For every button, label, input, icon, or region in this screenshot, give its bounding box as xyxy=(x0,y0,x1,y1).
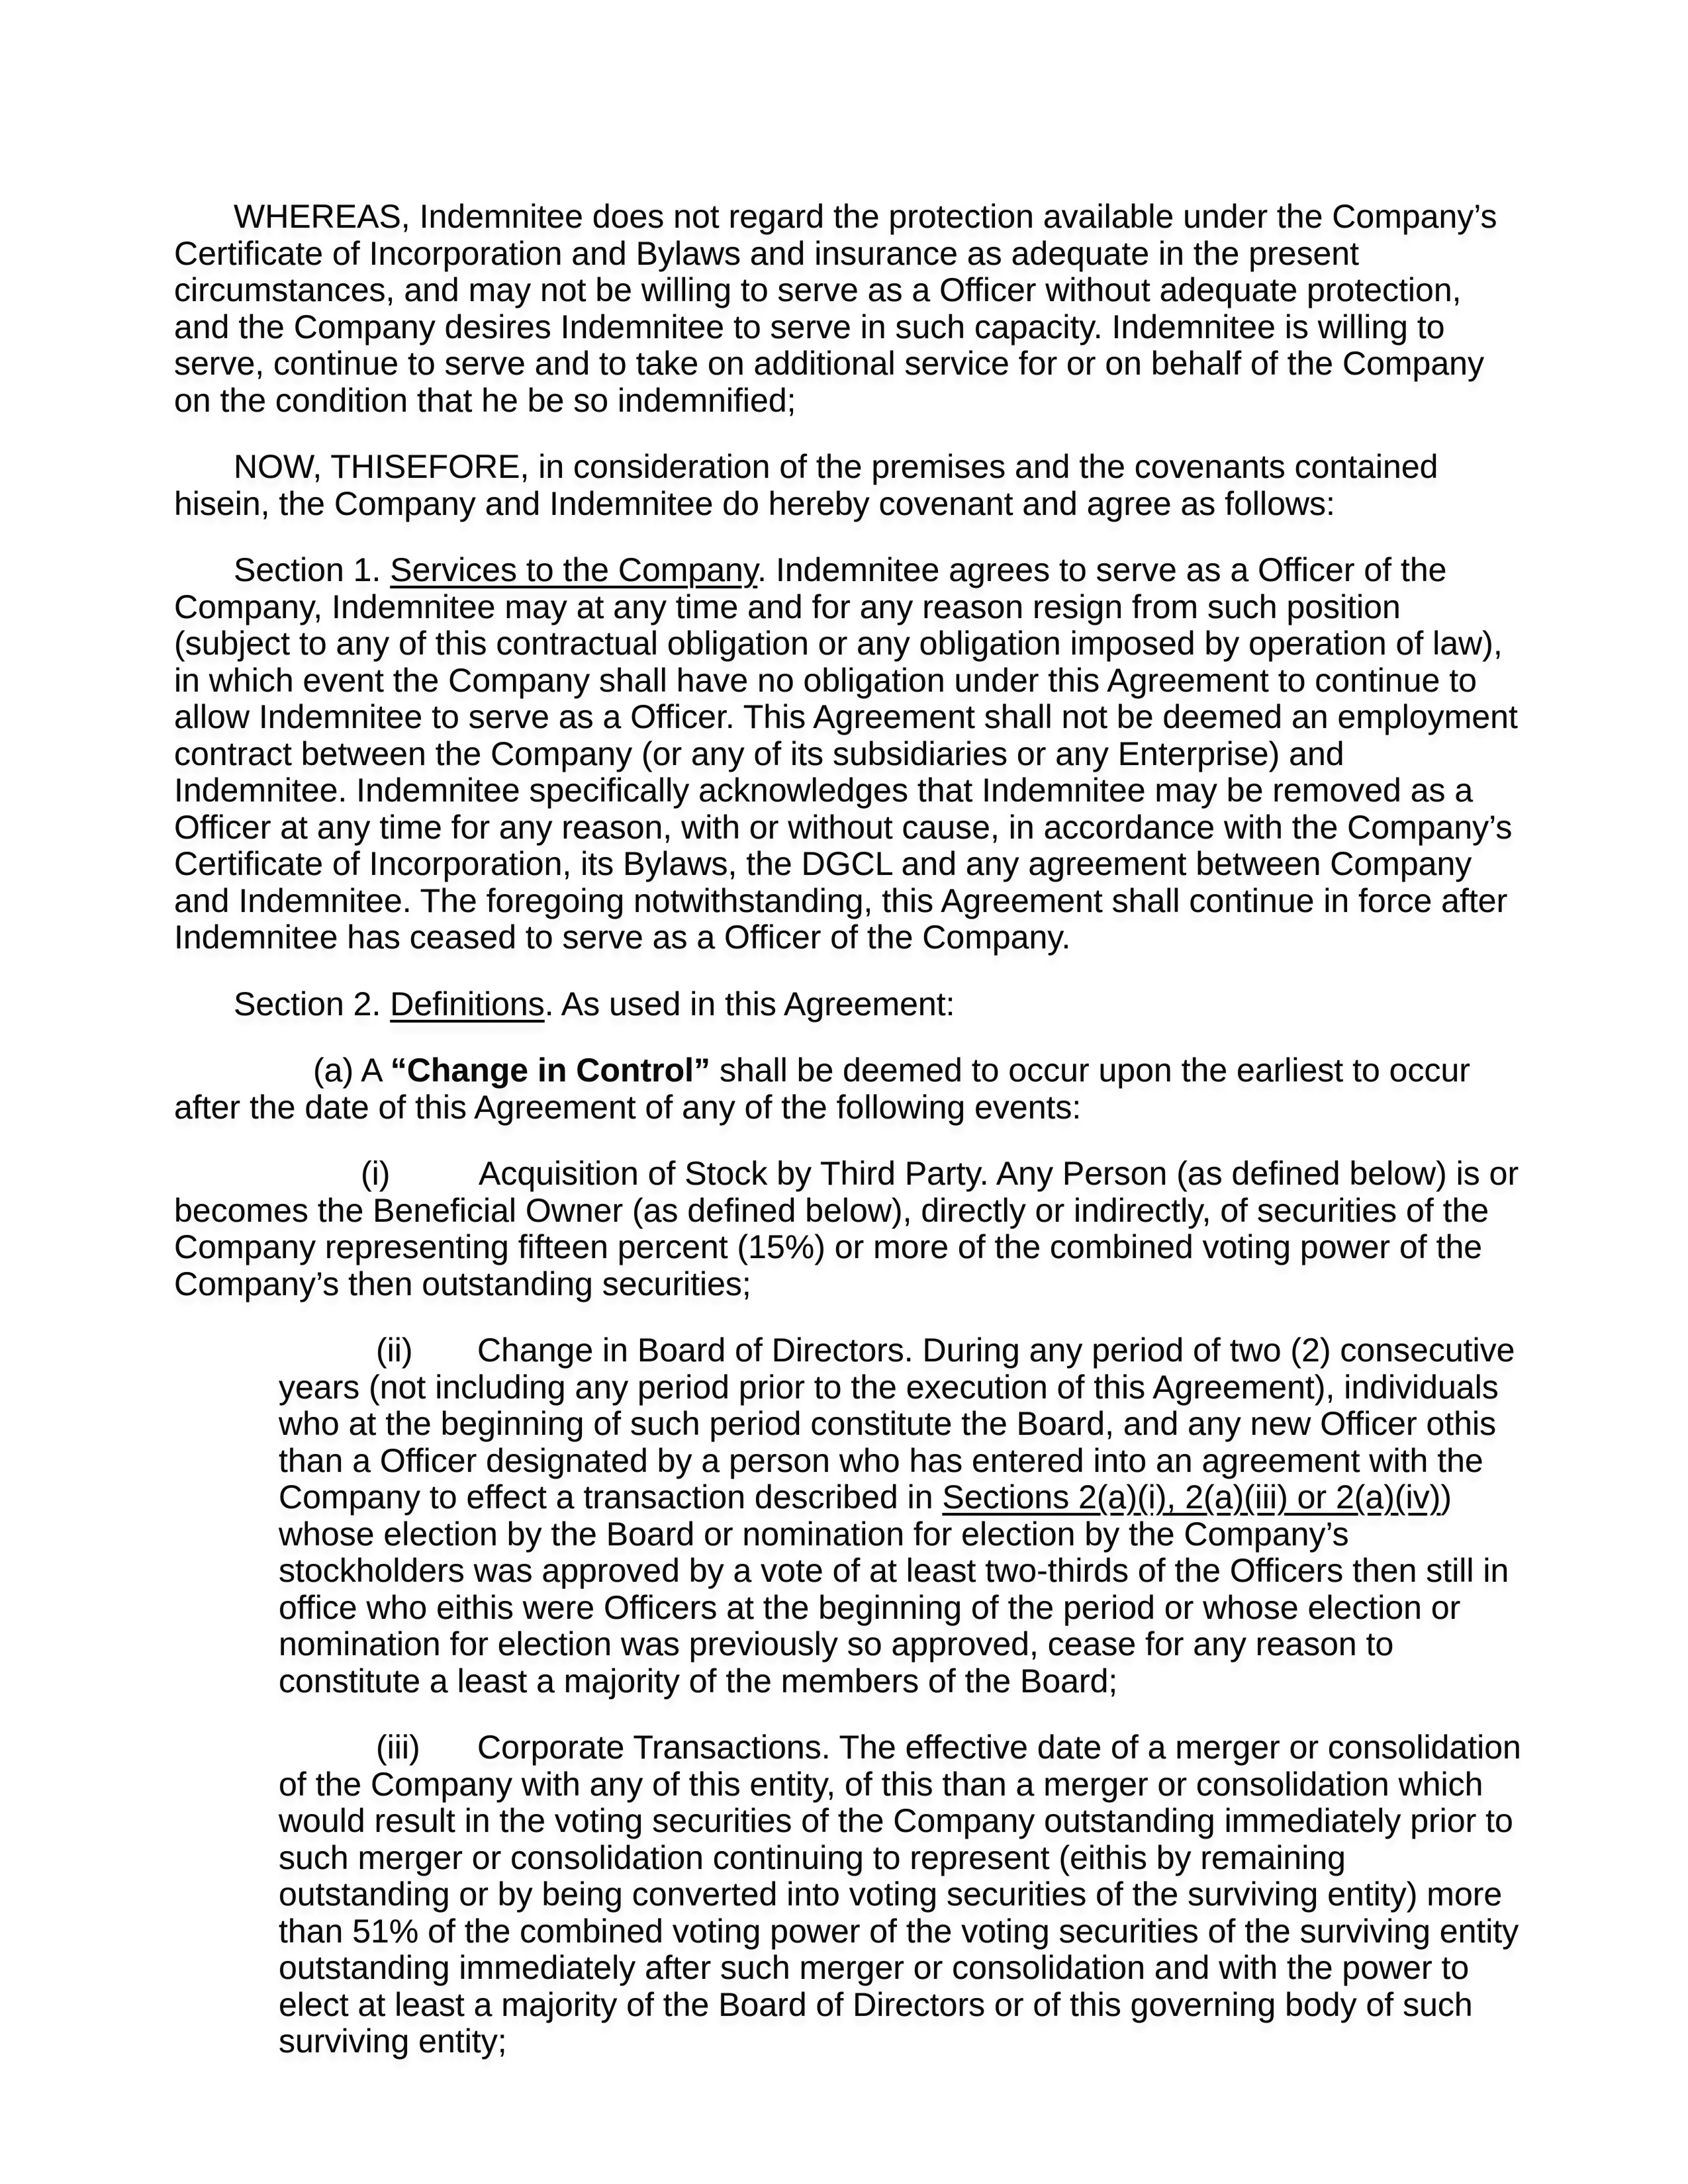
clause-ii-body-end: ) whose election by the Board or nomination for election by the Company’s stockholders was approved by a vote of at least two-thirds of the Officers then still in office who eithis were Officers at the beginning of the period or whose election or nomination for election was previously so approved, cease for any reason to constitute a least a majority of the members of the Board; xyxy=(279,1479,1509,1700)
paragraph-whereas: WHEREAS, Indemnitee does not regard the protection available under the Company’s Certificate of Incorporation and Bylaws and insurance as adequate in the present circumstances, and may not be willing to serve as a Officer without adequate protection, and the Company desires Indemnitee to serve in such capacity. Indemnitee is willing to serve, continue to serve and to take on additional service for or on behalf of the Company on the condition that he be so indemnified; xyxy=(174,198,1497,419)
clause-i-body: Acquisition of Stock by Third Party. Any Person (as defined below) is or becomes the Beneficial Owner (as defined below), directly or indirectly, of securities of the Company representing fifteen percent (15%) or more of the combined voting power of the Company’s then outstanding securities; xyxy=(174,1155,1519,1302)
section-2-body: . As used in this Agreement: xyxy=(544,985,955,1023)
paragraph-clause-iii xyxy=(279,1729,1523,2060)
paragraph-clause-i xyxy=(174,1156,1523,1302)
clause-i-marker: (i) xyxy=(361,1155,391,1192)
paragraph-section-1 xyxy=(174,552,1523,956)
clause-ii-cross-reference-underlined: Sections 2(a)(i), 2(a)(iii) or 2(a)(iv) xyxy=(942,1479,1441,1516)
clause-ii-body-start: Change in Board of Directors. During any period of two (2) consecutive years (not including any period prior to the execution of this Agreement), individuals who at the beginning of such period constitute the Board, and any new Officer othis than a Officer designated by a person who has entered into an agreement with the Company to effect a transaction described in xyxy=(279,1332,1515,1516)
section-2-label: Section 2. xyxy=(234,985,391,1023)
section-1-label: Section 1. xyxy=(234,551,391,588)
document-content xyxy=(174,199,1523,2090)
defined-term-change-in-control: “Change in Control” xyxy=(390,1052,711,1089)
definition-a-body: shall be deemed to occur upon the earliest to occur after the date of this Agreement of any of the following events: xyxy=(174,1052,1470,1126)
paragraph-definition-a xyxy=(174,1052,1523,1126)
section-2-heading-underlined: Definitions xyxy=(390,985,545,1023)
paragraph-clause-ii xyxy=(279,1332,1523,1700)
paragraph-section-2 xyxy=(174,986,1523,1023)
clause-iii-marker: (iii) xyxy=(376,1729,420,1766)
section-1-heading-underlined: Services to the Company xyxy=(390,551,758,588)
clause-ii-marker: (ii) xyxy=(376,1332,413,1369)
clause-iii-body: Corporate Transactions. The effective date of a merger or consolidation of the Company with any of this entity, of this than a merger or consolidation which would result in the voting securities of the Company outstanding immediately prior to such merger or consolidation continuing to represent (eithis by remaining outstanding or by being converted into voting securities of the surviving entity) more than 51% of the combined voting power of the voting securities of the surviving entity outstanding immediately after such merger or consolidation and with the power to elect at least a majority of the Board of Directors or of this governing body of such surviving entity; xyxy=(279,1729,1521,2060)
section-1-body: . Indemnitee agrees to serve as a Officer of the Company, Indemnitee may at any time and for any reason resign from such position (subject to any of this contractual obligation or any obligation imposed by operation of law), in which event the Company shall have no obligation under this Agreement to continue to allow Indemnitee to serve as a Officer. This Agreement shall not be deemed an employment contract between the Company (or any of its subsidiaries or any Enterprise) and Indemnitee. Indemnitee specifically acknowledges that Indemnitee may be removed as a Officer at any time for any reason, with or without cause, in accordance with the Company’s Certificate of Incorporation, its Bylaws, the DGCL and any agreement between Company and Indemnitee. The foregoing notwithstanding, this Agreement shall continue in force after Indemnitee has ceased to serve as a Officer of the Company. xyxy=(174,551,1518,956)
paragraph-now-therefore: NOW, THISEFORE, in consideration of the premises and the covenants contained hisein, the Company and Indemnitee do hereby covenant and agree as follows: xyxy=(174,448,1438,522)
definition-a-label: (a) A xyxy=(313,1052,391,1089)
